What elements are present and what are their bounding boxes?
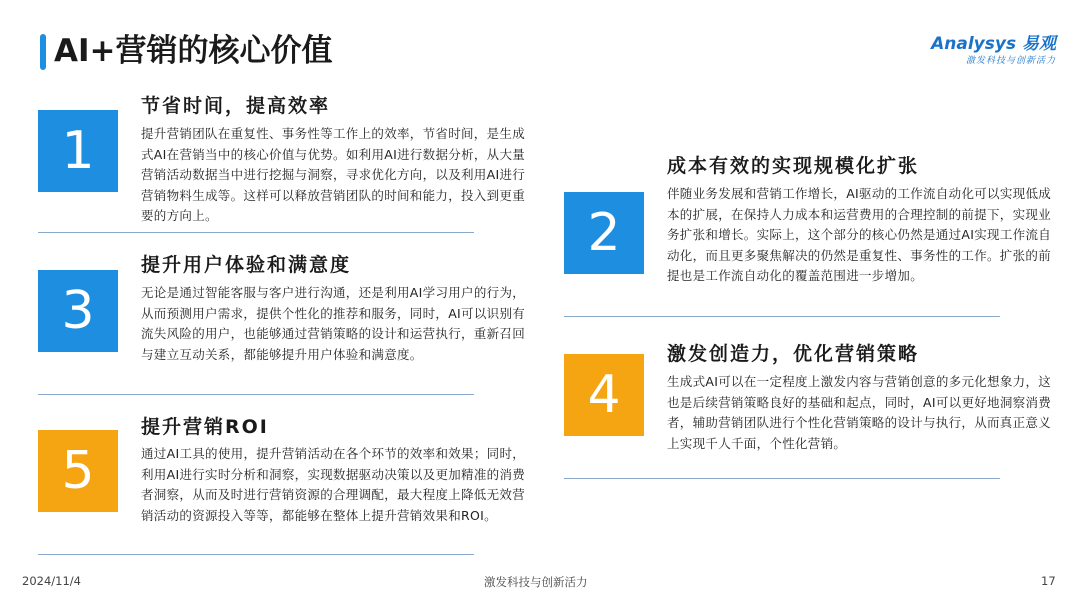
section-title: 节省时间，提高效率 (141, 95, 331, 117)
section-title: 激发创造力，优化营销策略 (667, 343, 920, 365)
logo-tagline: 激发科技与创新活力 (965, 56, 1056, 66)
brand-logo (931, 34, 1056, 68)
section-divider (38, 394, 474, 395)
section-divider (564, 316, 1000, 317)
title-accent-bar (40, 34, 46, 70)
section-title: 提升营销ROI (141, 416, 269, 438)
section-number-box: 2 (564, 192, 644, 274)
section-number-box: 1 (38, 110, 118, 192)
section-divider (38, 554, 474, 555)
footer-tagline: 激发科技与创新活力 (484, 575, 588, 589)
page-title: AI+营销的核心价值 (54, 33, 333, 69)
section-divider (38, 232, 474, 233)
section-title: 成本有效的实现规模化扩张 (667, 155, 920, 177)
section-divider (564, 478, 1000, 479)
section-body: 无论是通过智能客服与客户进行沟通，还是利用AI学习用户的行为，从而预测用户需求，提供个性化的推荐和服务，同时，AI可以识别有流失风险的用户，也能够通过营销策略的设计和运营执行，重新召回与建立互动关系，都能够提升用户体验和满意度。 (141, 285, 526, 362)
section-body: 通过AI工具的使用，提升营销活动在各个环节的效率和效果；同时，利用AI进行实时分析和洞察，实现数据驱动决策以及更加精准的消费者洞察，从而及时进行营销资源的合理调配，最大程度上降低无效营销活动的资源投入等等，都能够在整体上提升营销效果和ROI。 (141, 446, 526, 523)
section-number-box: 5 (38, 430, 118, 512)
section-number-box: 3 (38, 270, 118, 352)
section-body: 伴随业务发展和营销工作增长，AI驱动的工作流自动化可以实现低成本的扩展，在保持人力成本和运营费用的合理控制的前提下，实现业务扩张和增长。实际上，这个部分的核心仍然是通过AI实现工作流自动化，而且更多聚焦解决的仍然是重复性、事务性的工作。扩张的前提也是工作流自动化的覆盖范围进一步增加。 (667, 186, 1052, 283)
footer-date: 2024/11/4 (22, 574, 81, 588)
section-title: 提升用户体验和满意度 (141, 254, 352, 276)
logo-wordmark: Analysys 易观 (931, 34, 1056, 54)
section-body: 提升营销团队在重复性、事务性等工作上的效率，节省时间，是生成式AI在营销当中的核心价值与优势。如利用AI进行数据分析，从大量营销活动数据当中进行挖掘与洞察，寻求优化方向，以及利用AI进行营销物料生成等。这样可以释放营销团队的时间和能力，投入到更重要的方向上。 (141, 126, 526, 223)
section-number-box: 4 (564, 354, 644, 436)
section-body: 生成式AI可以在一定程度上激发内容与营销创意的多元化想象力，这也是后续营销策略良好的基础和起点，同时，AI可以更好地洞察消费者，辅助营销团队进行个性化营销策略的设计与执行，从而真正意义上实现千人千面，个性化营销。 (667, 374, 1052, 451)
page-number: 17 (1041, 574, 1056, 588)
